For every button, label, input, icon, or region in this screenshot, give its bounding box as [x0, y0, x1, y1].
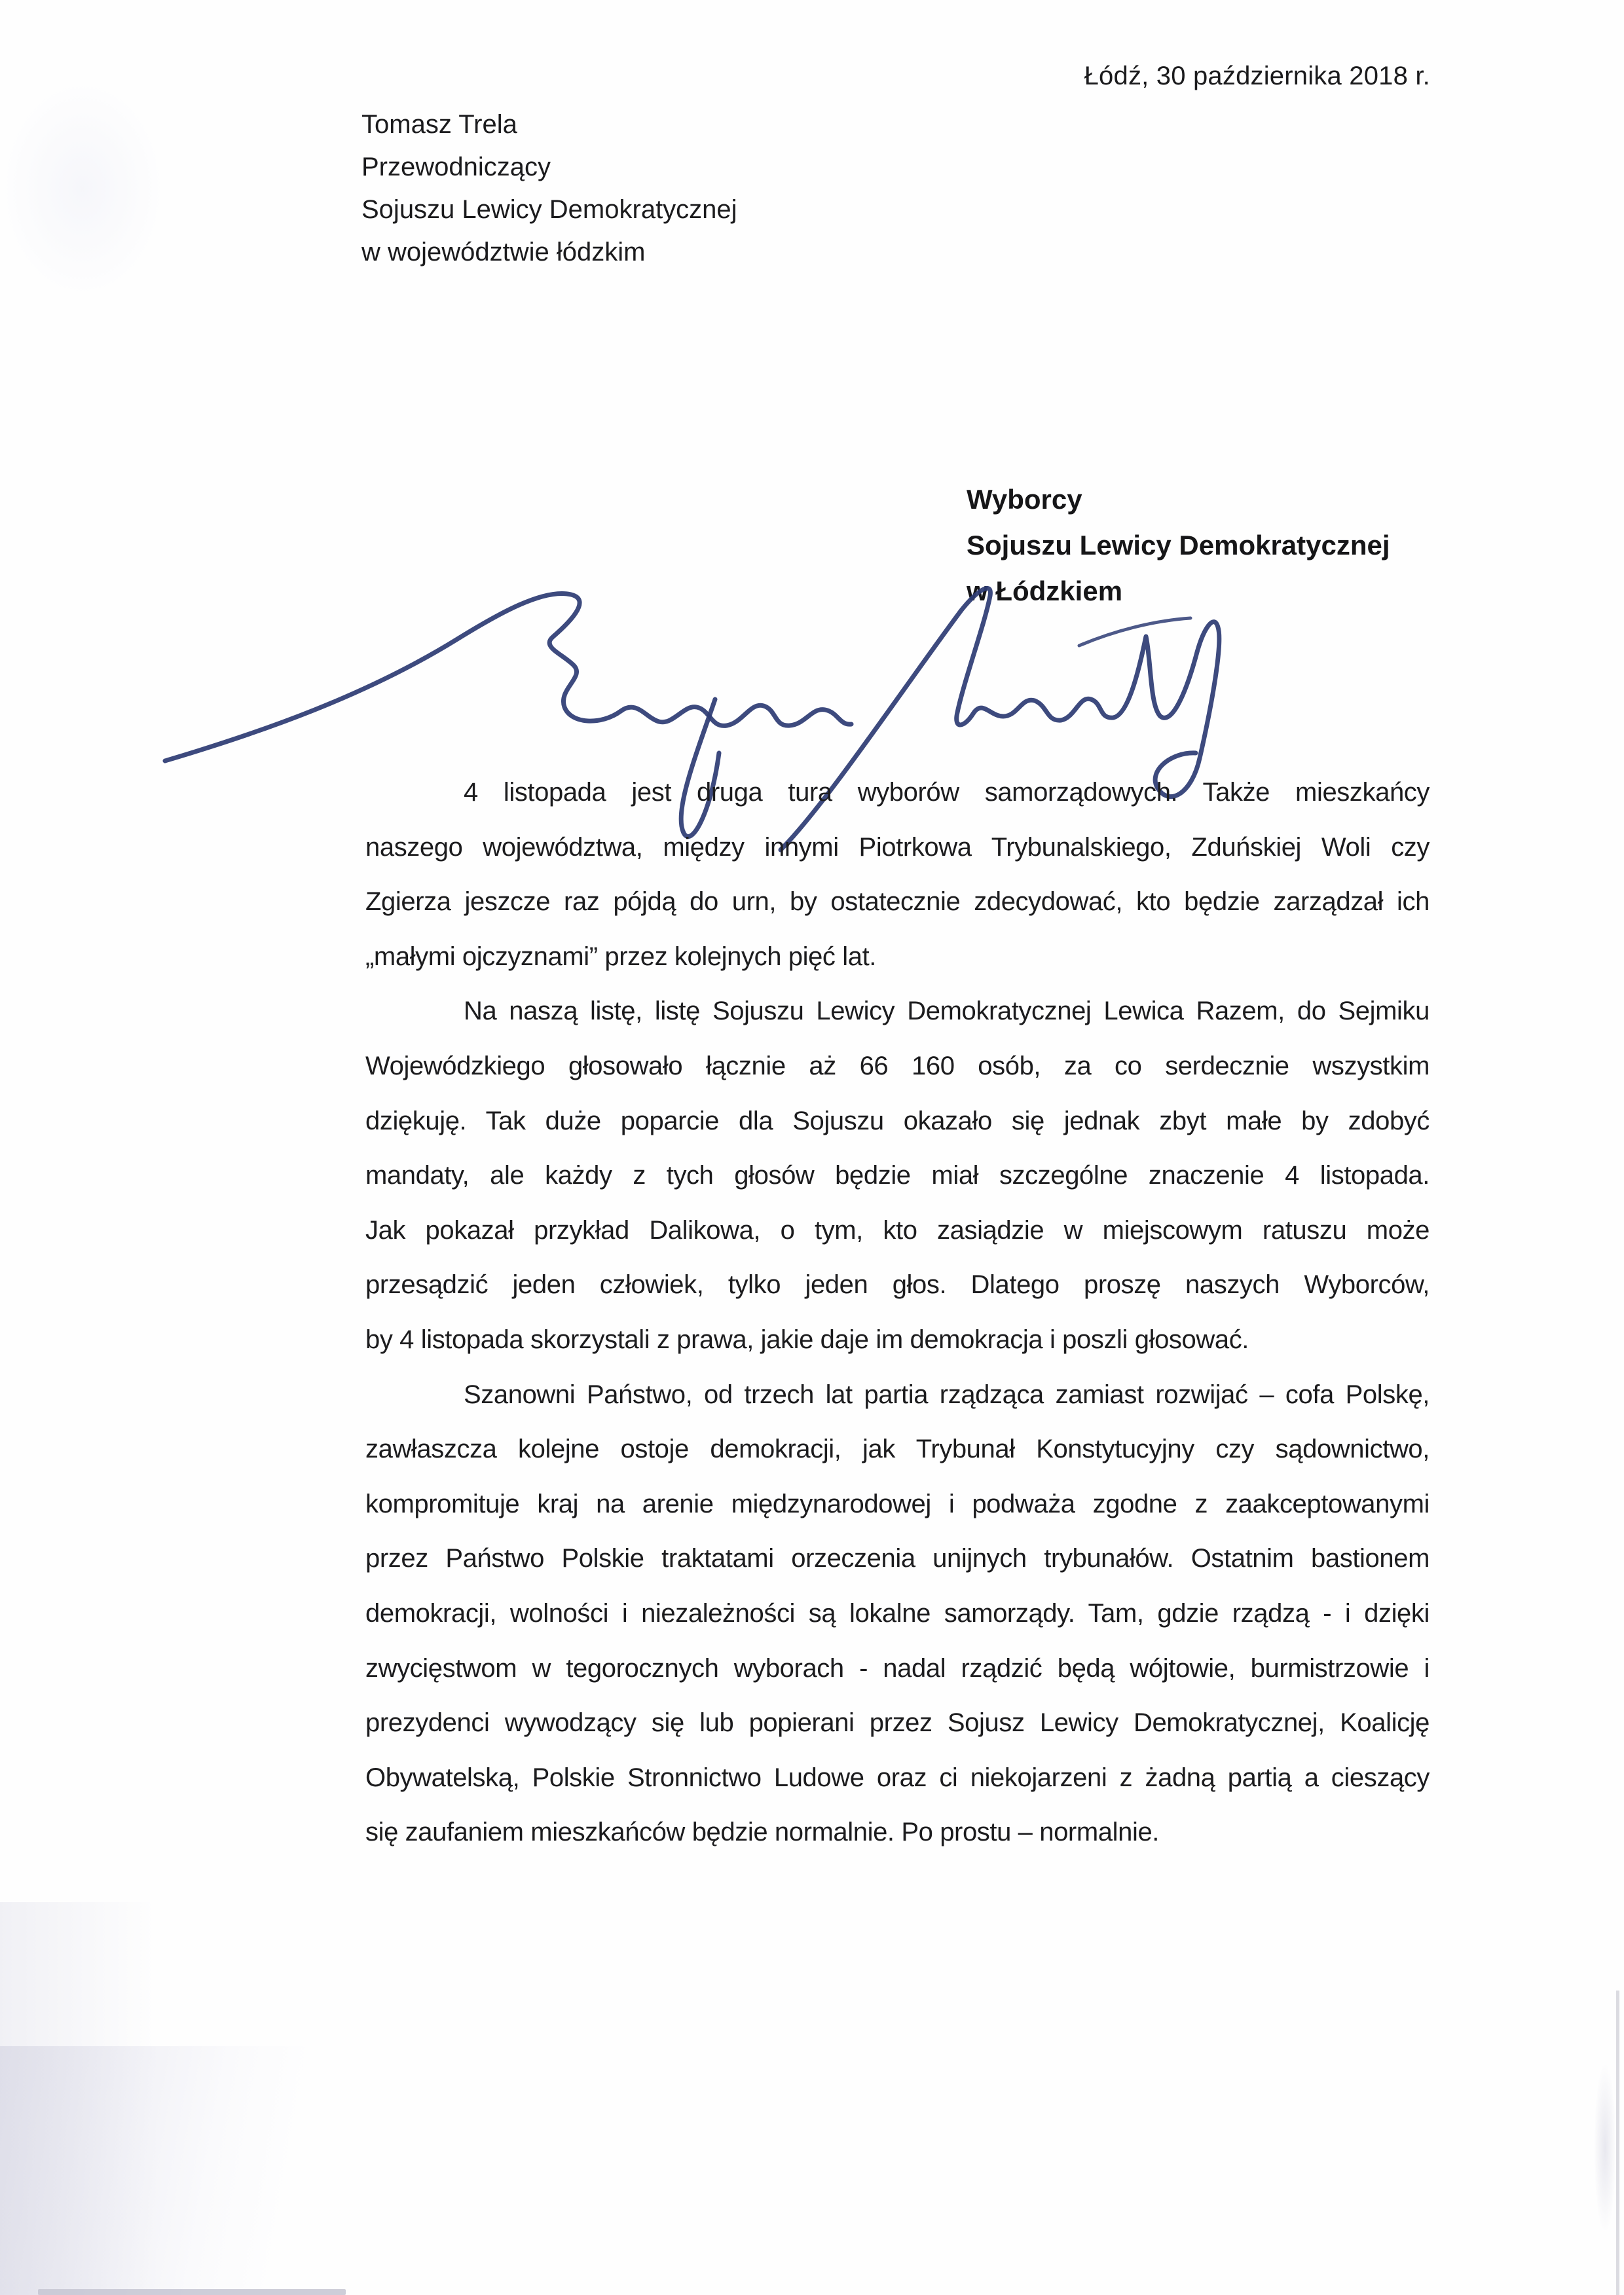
- body-line-p3: się zaufaniem mieszkańców będzie normalnie. Po prostu – normalnie.: [365, 1818, 1159, 1847]
- body-line-p1: Zgierza jeszcze raz pójdą do urn, by ostatecznie zdecydować, kto będzie zarządzał ich: [365, 887, 1430, 917]
- recipient-line: w Łódzkiem: [967, 576, 1123, 606]
- body-line-p2: Na naszą listę, listę Sojuszu Lewicy Demokratycznej Lewica Razem, do Sejmiku: [464, 997, 1430, 1026]
- sender-line: Przewodniczący: [361, 153, 551, 181]
- body-line-p3: zawłaszcza kolejne ostoje demokracji, jak Trybunał Konstytucyjny czy sądownictwo,: [365, 1435, 1430, 1464]
- scan-bar-bottom: [38, 2289, 346, 2295]
- scan-shadow-left-edge: [0, 1902, 157, 2295]
- scan-shadow-bottom-left: [0, 2046, 354, 2295]
- body-line-p3: Obywatelską, Polskie Stronnictwo Ludowe oraz ci niekojarzeni z żadną partią a cieszący: [365, 1763, 1430, 1792]
- scan-noise-top-left: [0, 79, 275, 445]
- scan-smudge-right-edge: [1594, 2063, 1616, 2233]
- body-line-p3: kompromituje kraj na arenie międzynarodowej i podważa zgodne z zaakceptowanymi: [365, 1489, 1430, 1518]
- body-line-p2: dziękuję. Tak duże poparcie dla Sojuszu okazało się jednak zbyt małe by zdobyć: [365, 1106, 1430, 1135]
- recipient-line: Wyborcy: [967, 484, 1082, 515]
- dateline: Łódź, 30 października 2018 r.: [1084, 62, 1430, 90]
- sender-line: Sojuszu Lewicy Demokratycznej: [361, 195, 737, 224]
- body-line-p2: by 4 listopada skorzystali z prawa, jakie daje im demokracja i poszli głosować.: [365, 1325, 1249, 1354]
- body-line-p2: Jak pokazał przykład Dalikowa, o tym, kto zasiądzie w miejscowym ratuszu może: [365, 1215, 1430, 1245]
- recipient-line: Sojuszu Lewicy Demokratycznej: [967, 530, 1390, 560]
- body-line-p3: prezydenci wywodzący się lub popierani przez Sojusz Lewicy Demokratycznej, Koalicję: [365, 1708, 1430, 1738]
- sender-line: w województwie łódzkim: [361, 238, 646, 266]
- letter-body: [365, 765, 1430, 1860]
- sender-block: [361, 103, 737, 274]
- body-line-p2: mandaty, ale każdy z tych głosów będzie miał szczególne znaczenie 4 listopada.: [365, 1161, 1430, 1190]
- body-line-p3: zwycięstwom w tegorocznych wyborach - nadal rządzić będą wójtowie, burmistrzowie i: [365, 1653, 1430, 1683]
- body-line-p2: przesądzić jeden człowiek, tylko jeden głos. Dlatego proszę naszych Wyborców,: [365, 1270, 1430, 1300]
- body-line-p2: Wojewódzkiego głosowało łącznie aż 66 160 osób, za co serdecznie wszystkim: [365, 1051, 1430, 1080]
- body-line-p3: Szanowni Państwo, od trzech lat partia rządząca zamiast rozwijać – cofa Polskę,: [464, 1380, 1430, 1409]
- body-line-p1: 4 listopada jest druga tura wyborów samorządowych. Także mieszkańcy: [464, 778, 1430, 807]
- sender-line: Tomasz Trela: [361, 110, 517, 139]
- body-line-p3: demokracji, wolności i niezależności są lokalne samorządy. Tam, gdzie rządzą - i dzięki: [365, 1598, 1430, 1628]
- body-line-p1: naszego województwa, między innymi Piotrkowa Trybunalskiego, Zduńskiej Woli czy: [365, 832, 1430, 862]
- body-line-p1: „małymi ojczyznami” przez kolejnych pięć lat.: [365, 942, 877, 971]
- body-line-p3: przez Państwo Polskie traktatami orzeczenia unijnych trybunałów. Ostatnim bastionem: [365, 1544, 1430, 1573]
- scan-line-right-edge: [1616, 1991, 1619, 2295]
- recipient-block: [967, 477, 1390, 614]
